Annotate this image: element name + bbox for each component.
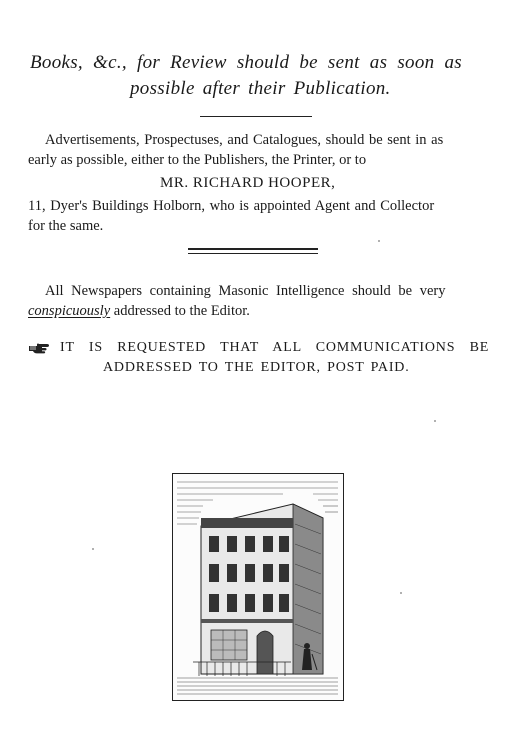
newspapers-line-2-rest: addressed to the Editor.	[110, 303, 250, 319]
building-engraving	[172, 473, 344, 701]
newspapers-emphasis: conspicuously	[28, 303, 111, 319]
advertisements-line-2: early as possible, either to the Publishers, the Printer, or to	[28, 152, 367, 168]
advertisements-line-4: for the same.	[28, 218, 104, 234]
advertisements-line-3: 11, Dyer's Buildings Holborn, who is appointed Agent and Collector	[28, 198, 435, 214]
double-divider-top	[188, 248, 318, 250]
request-line-2: ADDRESSED TO THE EDITOR, POST PAID.	[103, 360, 410, 375]
request-line-1	[28, 340, 489, 356]
divider-rule	[200, 116, 312, 117]
double-divider-bottom	[188, 253, 318, 254]
paper-speck	[378, 240, 380, 242]
paper-speck	[400, 592, 402, 594]
review-notice-line-1: Books, &c., for Review should be sent as soon as	[30, 52, 462, 73]
agent-name: MR. RICHARD HOOPER,	[160, 175, 336, 191]
paper-speck	[92, 548, 94, 550]
request-text-1: IT IS REQUESTED THAT ALL COMMUNICATIONS BE	[60, 340, 490, 355]
newspapers-line-2	[28, 301, 250, 321]
pointing-hand-icon	[28, 341, 50, 355]
paper-speck	[434, 420, 436, 422]
advertisements-line-1: Advertisements, Prospectuses, and Catalogues, should be sent in as	[45, 132, 444, 148]
review-notice-line-2: possible after their Publication.	[130, 78, 391, 99]
newspapers-line-1: All Newspapers containing Masonic Intelligence should be very	[45, 283, 446, 299]
